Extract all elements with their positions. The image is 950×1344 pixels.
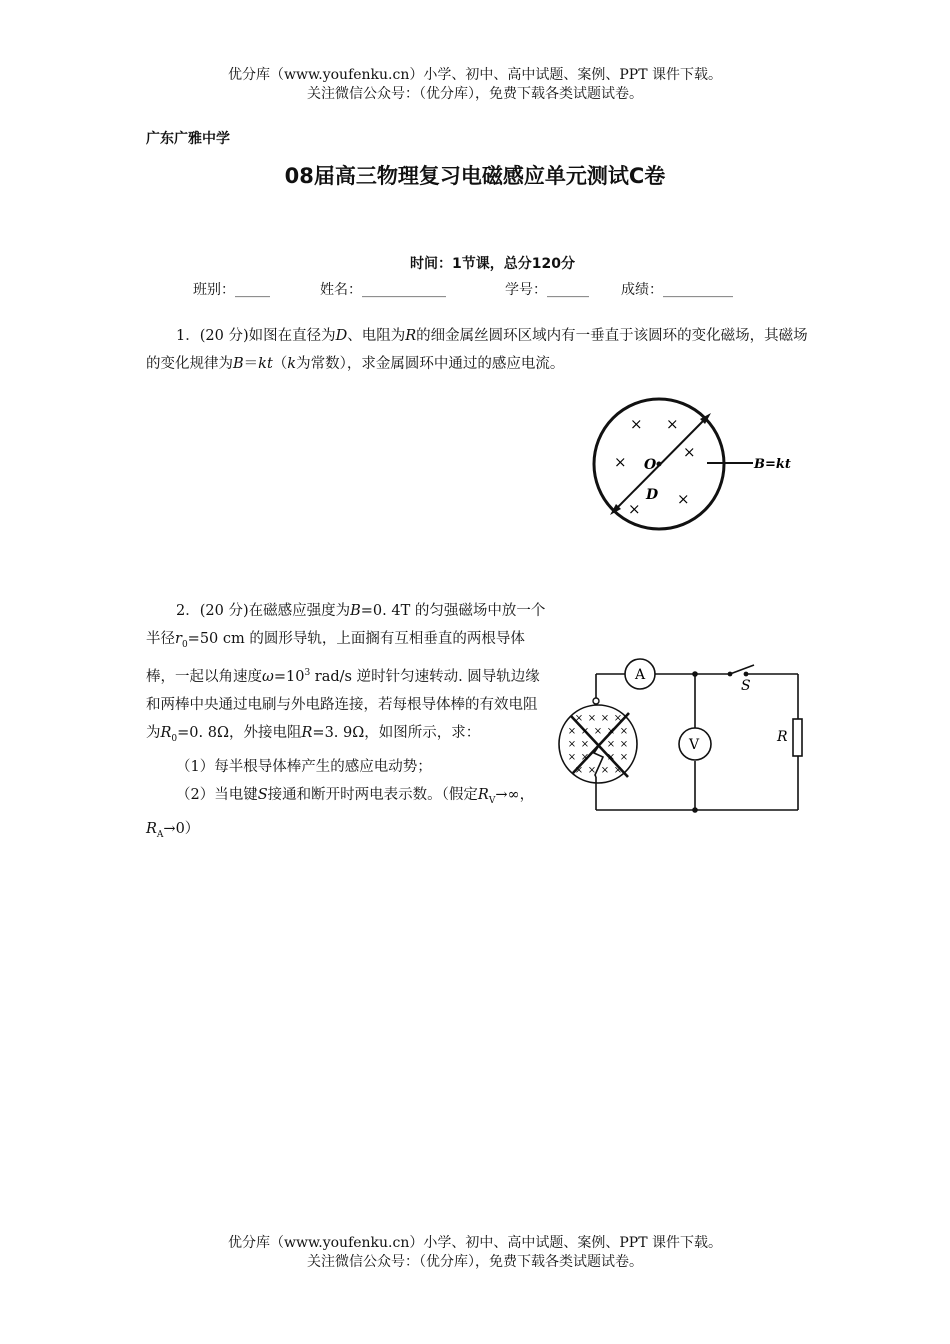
junction-dot xyxy=(692,807,698,813)
svg-text:×: × xyxy=(619,726,629,737)
svg-text:×: × xyxy=(606,739,616,750)
svg-text:×: × xyxy=(580,752,590,763)
cross-mark: × xyxy=(666,415,679,433)
switch-label: S xyxy=(741,678,751,694)
svg-text:×: × xyxy=(574,713,584,724)
name-field: 姓名：____________ xyxy=(320,282,446,298)
question-1: 1．(20 分)如图在直径为D、电阻为R的细金属丝圆环区域内有一垂直于该圆环的变化磁场，其磁场的变化规律为B＝kt（k为常数），求金属圆环中通过的感应电流。 xyxy=(146,328,808,372)
score-field: 成绩：__________ xyxy=(621,282,733,298)
id-field: 学号：______ xyxy=(505,282,589,298)
q1-figure xyxy=(580,390,800,540)
field-label: B=kt xyxy=(754,457,791,472)
svg-text:×: × xyxy=(580,739,590,750)
center-label: O xyxy=(644,457,657,473)
header-line-2: 关注微信公众号：（优分库），免费下载各类试题试卷。 xyxy=(307,86,643,102)
svg-text:×: × xyxy=(613,713,623,724)
switch-contact xyxy=(744,672,749,677)
svg-text:×: × xyxy=(567,726,577,737)
cross-mark: × xyxy=(628,500,641,518)
svg-text:×: × xyxy=(613,765,623,776)
resistor-label: R xyxy=(777,729,788,745)
svg-text:×: × xyxy=(600,765,610,776)
junction-dot xyxy=(692,671,698,677)
cross-mark: × xyxy=(630,415,643,433)
svg-text:×: × xyxy=(600,713,610,724)
sub-question-2: （2）当电键S接通和断开时两电表示数。（假定$R_V\to\infty$，$R_A\to 0$） xyxy=(146,786,535,840)
question-2-intro: 2．(20 分)在磁感应强度为B=0. 4T 的匀强磁场中放一个半径$r_0=50$ cm 的圆形导轨，上面搁有互相垂直的两根导体棒，一起以角速度$\omega=10^3$ rad/s 逆时针匀速转动. 圆导轨边缘和两棒中央通过电刷与外电路连接，若每根导体棒的有效电阻为$R_0=0$. 8Ω，外接电阻R=3. 9Ω，如图所示，求： （1）每半根导体棒产生的感应电动势； （2）当电键S接通和断开时两电表示数。（假定$R_V\to\infty$，$R_A\to 0$） xyxy=(146,597,810,848)
svg-text:×: × xyxy=(567,752,577,763)
header-line-1: 优分库（www.youfenku.cn）小学、初中、高中试题、案例、PPT 课件下载。 xyxy=(227,67,722,83)
svg-text:×: × xyxy=(574,765,584,776)
svg-text:×: × xyxy=(619,739,629,750)
q2-circuit xyxy=(555,655,810,820)
footer-line-2: 关注微信公众号：（优分库），免费下载各类试题试卷。 xyxy=(307,1254,643,1270)
voltmeter-label: V xyxy=(689,737,700,753)
svg-text:×: × xyxy=(593,726,603,737)
brush-contact xyxy=(593,698,599,704)
sub-question-1: （1）每半根导体棒产生的感应电动势； xyxy=(176,758,432,775)
svg-text:×: × xyxy=(606,752,616,763)
center-dot xyxy=(657,462,662,467)
svg-text:×: × xyxy=(587,765,597,776)
school-name: 广东广雅中学 xyxy=(146,131,230,147)
svg-text:×: × xyxy=(580,726,590,737)
resistor xyxy=(793,719,802,756)
footer-line-1: 优分库（www.youfenku.cn）小学、初中、高中试题、案例、PPT 课件下载。 xyxy=(227,1235,722,1251)
cross-mark: × xyxy=(677,490,690,508)
diameter-label: D xyxy=(646,487,659,503)
cross-mark: × xyxy=(683,443,696,461)
page-title: 08届高三物理复习电磁感应单元测试C卷 xyxy=(284,164,666,188)
svg-text:×: × xyxy=(606,726,616,737)
svg-text:×: × xyxy=(587,713,597,724)
ammeter-label: A xyxy=(635,667,646,683)
switch-pivot xyxy=(728,672,733,677)
class-field: 班别：_____ xyxy=(193,282,270,298)
time-line: 时间：1节课，总分120分 xyxy=(410,256,575,272)
switch-blade xyxy=(730,665,754,674)
cross-mark: × xyxy=(614,453,627,471)
svg-text:×: × xyxy=(619,752,629,763)
svg-text:×: × xyxy=(567,739,577,750)
